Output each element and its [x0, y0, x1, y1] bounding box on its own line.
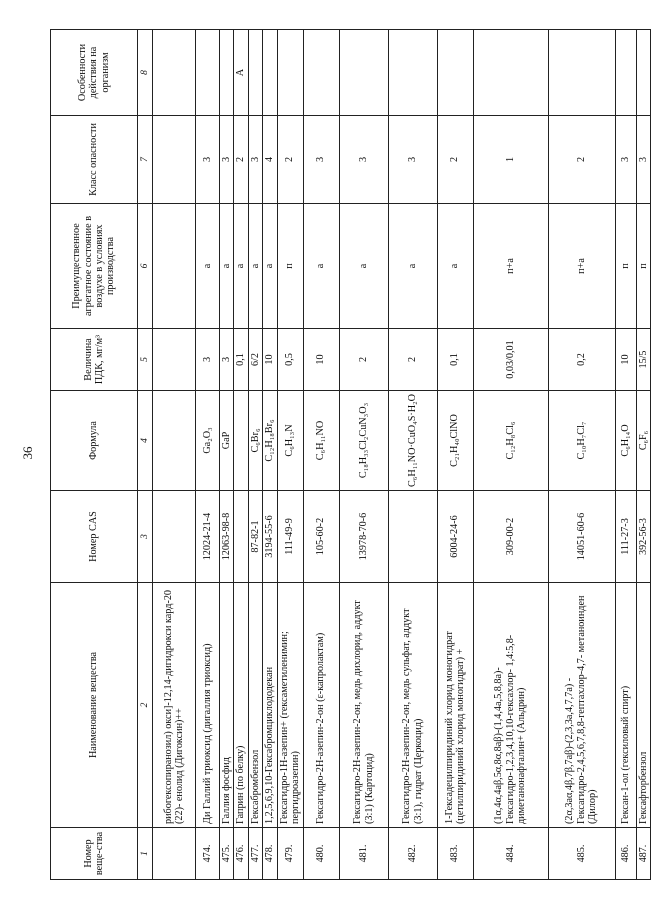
table-row [636, 30, 650, 880]
cell-number: 475. [220, 828, 234, 880]
cell-cas-number: 111-49-9 [277, 491, 303, 583]
cell-hazard-class: 2 [437, 116, 473, 204]
table-row [153, 30, 196, 880]
table-row [388, 30, 437, 880]
cell-pdk-value: 0,2 [548, 329, 615, 391]
cell-number: 478. [263, 828, 277, 880]
cell-number: 487. [636, 828, 650, 880]
cell-cas-number: 12063-98-8 [220, 491, 234, 583]
cell-features [303, 30, 339, 116]
table-row [615, 30, 636, 880]
cell-features [153, 30, 196, 116]
table-row [548, 30, 615, 880]
table-row [248, 30, 262, 880]
cell-hazard-class: 2 [548, 116, 615, 204]
header-state: Преимущественное агрегатное состояние в воздухе в условиях производства [51, 204, 138, 329]
cell-pdk-value: 3 [196, 329, 220, 391]
cell-substance-name: (2α,3аα,4β,7β,7аβ)-(2,3,3а,4,7,7а) - Гексагидро-2,4,5,6,7,8,8-гептахлор-4,7- метаноинден (Дилор) [548, 583, 615, 828]
cell-substance-name: Гексафторбензол [636, 583, 650, 828]
cell-number: 477. [248, 828, 262, 880]
cell-formula: C₆H₁₁NO·CuO₄S·H₂O [388, 391, 437, 491]
cell-substance-name: Гексагидро-2Н-азепин-2-он (ε-капролактам) [303, 583, 339, 828]
cell-aggregate-state: п [636, 204, 650, 329]
header-row [51, 30, 138, 880]
cell-substance-name: Гексагидро-2Н-азепин-2-он, медь сульфат, аддукт (3:1), гидрат (Церкоцид) [388, 583, 437, 828]
column-number: 3 [138, 491, 153, 583]
cell-features [339, 30, 388, 116]
cell-substance-name: рибогексопиранозил) окси]-12,14-дигидрокси кард-20 (22)- енолид (Дигоксин)++ [153, 583, 196, 828]
table-row [303, 30, 339, 880]
cell-number: 483. [437, 828, 473, 880]
cell-cas-number: 12024-21-4 [196, 491, 220, 583]
cell-aggregate-state: а [263, 204, 277, 329]
cell-substance-name: Ди Галлий триоксид (дигаллия триоксид) [196, 583, 220, 828]
cell-hazard-class: 3 [339, 116, 388, 204]
cell-aggregate-state: а [234, 204, 248, 329]
cell-hazard-class: 4 [263, 116, 277, 204]
cell-hazard-class [153, 116, 196, 204]
cell-formula: GaP [220, 391, 234, 491]
cell-substance-name: Гексабромбензол [248, 583, 262, 828]
cell-hazard-class: 2 [277, 116, 303, 204]
cell-number: 479. [277, 828, 303, 880]
cell-hazard-class: 3 [615, 116, 636, 204]
cell-aggregate-state [153, 204, 196, 329]
header-name: Наименование вещества [51, 583, 138, 828]
cell-formula: C₂₁H₄₀ClNO [437, 391, 473, 491]
cell-hazard-class: 1 [473, 116, 548, 204]
cell-substance-name: (1α,4α,4аβ,5α,8α,8аβ)-(1,4,4а,5,8,8а)- Гексагидро-1,2,3,4,10,10-гексахлор- 1,4:5,8-диметанонафталин+ (Альдрин) [473, 583, 548, 828]
cell-substance-name: Гексан-1-ол (гексиловый спирт) [615, 583, 636, 828]
cell-pdk-value: 10 [263, 329, 277, 391]
substances-table [50, 29, 651, 880]
column-number: 2 [138, 583, 153, 828]
cell-number: 485. [548, 828, 615, 880]
cell-cas-number: 13978-70-6 [339, 491, 388, 583]
cell-formula: C₆H₁₁NO [303, 391, 339, 491]
cell-hazard-class: 3 [388, 116, 437, 204]
cell-features [615, 30, 636, 116]
column-number-row [138, 30, 153, 880]
cell-number [153, 828, 196, 880]
table-body [153, 30, 651, 880]
cell-number: 474. [196, 828, 220, 880]
cell-features [437, 30, 473, 116]
cell-pdk-value: 0,03/0,01 [473, 329, 548, 391]
cell-number: 486. [615, 828, 636, 880]
cell-aggregate-state: а [220, 204, 234, 329]
cell-substance-name: Гексагидро-1Н-азепин+ (гексаметиленимин; пергидроазепин) [277, 583, 303, 828]
cell-formula: C₆F₆ [636, 391, 650, 491]
cell-substance-name: Гексагидро-2Н-азепин-2-он, медь дихлорид, аддукт (3:1) (Картоцид) [339, 583, 388, 828]
rotated-table-container [50, 30, 649, 880]
cell-aggregate-state: а [303, 204, 339, 329]
header-formula: Формула [51, 391, 138, 491]
cell-formula [234, 391, 248, 491]
cell-hazard-class: 3 [248, 116, 262, 204]
table-row [196, 30, 220, 880]
cell-formula: C₁₀H₇Cl₇ [548, 391, 615, 491]
cell-pdk-value: 10 [615, 329, 636, 391]
cell-number: 484. [473, 828, 548, 880]
cell-cas-number: 6004-24-6 [437, 491, 473, 583]
cell-features [473, 30, 548, 116]
cell-formula: C₆H₁₄O [615, 391, 636, 491]
cell-number: 481. [339, 828, 388, 880]
cell-formula: C₁₂H₁₈Br₆ [263, 391, 277, 491]
cell-cas-number [388, 491, 437, 583]
cell-features [636, 30, 650, 116]
cell-cas-number: 309-00-2 [473, 491, 548, 583]
cell-substance-name: Галлия фосфид [220, 583, 234, 828]
table-row [263, 30, 277, 880]
cell-cas-number: 14051-60-6 [548, 491, 615, 583]
table-row [277, 30, 303, 880]
cell-aggregate-state: п+а [473, 204, 548, 329]
cell-aggregate-state: а [339, 204, 388, 329]
column-number: 8 [138, 30, 153, 116]
cell-features [248, 30, 262, 116]
header-number: Номер веще-ства [51, 828, 138, 880]
cell-features: А [234, 30, 248, 116]
header-cas: Номер CAS [51, 491, 138, 583]
cell-cas-number [153, 491, 196, 583]
column-number: 5 [138, 329, 153, 391]
cell-number: 482. [388, 828, 437, 880]
cell-cas-number: 392-56-3 [636, 491, 650, 583]
cell-substance-name: 1,2,5,6,9,10-Гексабромциклододекан [263, 583, 277, 828]
cell-formula: C₁₈H₃₃Cl₂CuN₃O₃ [339, 391, 388, 491]
cell-features [263, 30, 277, 116]
cell-aggregate-state: а [196, 204, 220, 329]
cell-cas-number [234, 491, 248, 583]
header-pdk: Величина ПДК, мг/м³ [51, 329, 138, 391]
cell-formula: C₆H₁₃N [277, 391, 303, 491]
cell-substance-name: 1-Гексадецилпиридиний хлорид моногидрат (цетилпиридиний хлорид моногидрат) + [437, 583, 473, 828]
column-number: 6 [138, 204, 153, 329]
cell-cas-number: 111-27-3 [615, 491, 636, 583]
cell-features [548, 30, 615, 116]
page-number: 36 [20, 446, 35, 460]
cell-cas-number: 105-60-2 [303, 491, 339, 583]
cell-pdk-value: 15/5 [636, 329, 650, 391]
cell-pdk-value: 2 [388, 329, 437, 391]
cell-aggregate-state: п [615, 204, 636, 329]
cell-hazard-class: 3 [636, 116, 650, 204]
cell-pdk-value: 0,1 [437, 329, 473, 391]
cell-features [196, 30, 220, 116]
cell-number: 480. [303, 828, 339, 880]
cell-aggregate-state: а [437, 204, 473, 329]
cell-cas-number: 87-82-1 [248, 491, 262, 583]
header-class: Класс опасности [51, 116, 138, 204]
column-number: 7 [138, 116, 153, 204]
table-row [473, 30, 548, 880]
table-row [220, 30, 234, 880]
cell-aggregate-state: п [277, 204, 303, 329]
cell-pdk-value: 3 [220, 329, 234, 391]
cell-substance-name: Гаприн (по белку) [234, 583, 248, 828]
cell-formula [153, 391, 196, 491]
cell-formula: C₁₂H₈Cl₆ [473, 391, 548, 491]
cell-formula: C₆Br₆ [248, 391, 262, 491]
cell-aggregate-state: а [388, 204, 437, 329]
cell-pdk-value [153, 329, 196, 391]
cell-pdk-value: 10 [303, 329, 339, 391]
cell-features [277, 30, 303, 116]
table-row [437, 30, 473, 880]
cell-hazard-class: 3 [196, 116, 220, 204]
cell-pdk-value: 6/2 [248, 329, 262, 391]
cell-features [388, 30, 437, 116]
cell-hazard-class: 3 [303, 116, 339, 204]
table-row [234, 30, 248, 880]
cell-pdk-value: 0,1 [234, 329, 248, 391]
cell-hazard-class: 3 [220, 116, 234, 204]
cell-number: 476. [234, 828, 248, 880]
cell-aggregate-state: а [248, 204, 262, 329]
cell-aggregate-state: п+а [548, 204, 615, 329]
header-features: Особенности действия на организм [51, 30, 138, 116]
table-row [339, 30, 388, 880]
cell-hazard-class: 2 [234, 116, 248, 204]
column-number: 1 [138, 828, 153, 880]
cell-formula: Ga₂O₃ [196, 391, 220, 491]
column-number: 4 [138, 391, 153, 491]
cell-features [220, 30, 234, 116]
cell-cas-number: 3194-55-6 [263, 491, 277, 583]
cell-pdk-value: 2 [339, 329, 388, 391]
cell-pdk-value: 0,5 [277, 329, 303, 391]
